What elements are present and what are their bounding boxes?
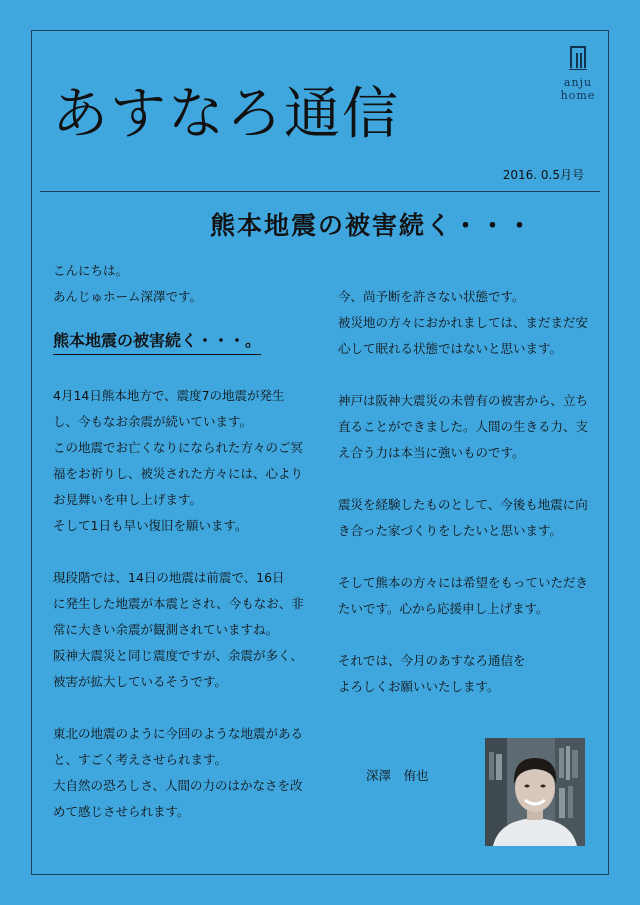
- body-line: 被害が拡大しているそうです。: [53, 674, 228, 689]
- body-line: この地震でお亡くなりになられた方々のご冥: [53, 440, 304, 455]
- author-signature: 深澤 侑也: [366, 768, 429, 783]
- body-line: 神戸は阪神大震災の未曾有の被害から、立ち: [338, 393, 589, 408]
- portrait-illustration: [485, 738, 585, 846]
- author-portrait-photo: [485, 738, 585, 846]
- body-line: 常に大きい余震が観測されていますね。: [53, 622, 279, 637]
- body-line: 心して眠れる状態ではないと思います。: [338, 341, 563, 356]
- paragraph-gap: [338, 466, 608, 492]
- anju-home-logo: [556, 44, 600, 102]
- body-line: たいです。心から応援申し上げます。: [338, 601, 549, 616]
- body-line: よろしくお願いいたします。: [338, 679, 500, 694]
- body-line: に発生した地震が本震とされ、今もなお、非: [53, 596, 304, 611]
- body-line: 4月14日熊本地方で、震度7の地震が発生: [53, 388, 285, 403]
- body-line: え合う力は本当に強いものです。: [338, 445, 525, 460]
- right-column: [338, 284, 608, 700]
- paragraph-gap: [338, 622, 608, 648]
- body-line: 現段階では、14日の地震は前震で、16日: [53, 570, 285, 585]
- logo-line-1: anju: [563, 76, 593, 89]
- issue-date: 2016. 0.5月号: [502, 168, 584, 182]
- masthead-divider: [40, 191, 600, 192]
- anju-home-logo-icon: [567, 44, 589, 72]
- paragraph-gap: [53, 539, 323, 565]
- body-line: し、今もなお余震が続いています。: [53, 414, 253, 429]
- body-line: お見舞いを申し上げます。: [53, 492, 203, 507]
- paragraph-gap: [338, 362, 608, 388]
- greeting-line: こんにちは。: [53, 263, 129, 278]
- masthead-title: あすなろ通信: [52, 82, 400, 147]
- body-line: 大自然の恐ろしさ、人間の力のはかなさを改: [53, 778, 303, 793]
- body-line: 阪神大震災と同じ震度ですが、余震が多く、: [53, 648, 303, 663]
- body-line: 福をお祈りし、被災された方々には、心より: [53, 466, 304, 481]
- body-line: 今、尚予断を許さない状態です。: [338, 289, 525, 304]
- headline: 熊本地震の被害続く・・・: [210, 211, 535, 240]
- article-subhead: 熊本地震の被害続く・・・。: [53, 330, 261, 355]
- paragraph-gap: [338, 544, 608, 570]
- body-line: そして1日も早い復旧を願います。: [53, 518, 248, 533]
- body-line: めて感じさせられます。: [53, 804, 190, 819]
- paragraph-gap: [53, 695, 323, 721]
- body-line: それでは、今月のあすなろ通信を: [338, 653, 526, 668]
- body-line: と、すごく考えさせられます。: [53, 752, 228, 767]
- body-line: 東北の地震のように今回のような地震がある: [53, 726, 304, 741]
- logo-line-2: home: [560, 89, 596, 102]
- body-line: 被災地の方々におかれましては、まだまだ安: [338, 315, 589, 330]
- body-line: そして熊本の方々には希望をもっていただき: [338, 575, 589, 590]
- left-column: [53, 258, 323, 825]
- body-line: き合った家づくりをしたいと思います。: [338, 523, 563, 538]
- body-line: 直ることができました。人間の生きる力、支: [338, 419, 589, 434]
- body-line: 震災を経験したものとして、今後も地震に向: [338, 497, 588, 512]
- greeting-line: あんじゅホーム深澤です。: [53, 289, 203, 304]
